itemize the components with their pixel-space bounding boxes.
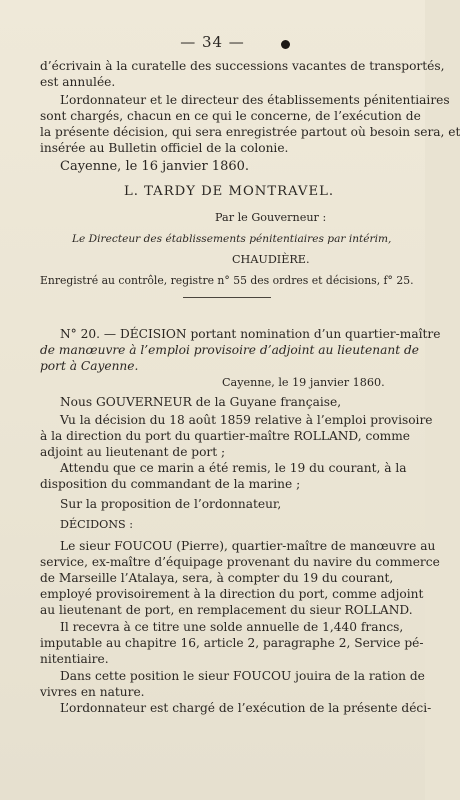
paragraph-line: insérée au Bulletin officiel de la colonie. (40, 141, 289, 155)
article-line: L’ordonnateur est chargé de l’exécution de la présente déci- (60, 701, 432, 715)
article-line: Le sieur FOUCOU (Pierre), quartier-maître de manœuvre au (60, 539, 436, 553)
signatory-name: L. TARDY DE MONTRAVEL. (123, 184, 335, 199)
article-line: service, ex-maître d’équipage provenant du navire du commerce (40, 555, 440, 569)
considerant-line: adjoint au lieutenant de port ; (40, 445, 226, 459)
considerant-line: Vu la décision du 18 août 1859 relative à l’emploi provisoire (60, 413, 433, 427)
decidons-heading: DÉCIDONS : (60, 518, 134, 531)
considerant-line: Attendu que ce marin a été remis, le 19 du courant, à la (60, 461, 407, 475)
paragraph-line: L’ordonnateur et le directeur des établissements pénitentiaires (60, 93, 450, 107)
ink-spot (281, 40, 290, 49)
paragraph-line: est annulée. (40, 75, 116, 89)
decision-title-line: port à Cayenne. (40, 359, 139, 373)
article-line: employé provisoirement à la direction du port, comme adjoint (40, 587, 424, 601)
considerant-line: à la direction du port du quartier-maître ROLLAND, comme (40, 429, 411, 443)
decision-title-line: de manœuvre à l’emploi provisoire d’adjoint au lieutenant de (40, 343, 419, 357)
governor-line: Nous GOUVERNEUR de la Guyane française, (60, 395, 342, 409)
decision-title-line: N° 20. — DÉCISION portant nomination d’un quartier-maître (60, 327, 441, 341)
interim-director-line: Le Directeur des établissements pénitentiaires par intérim, (72, 233, 392, 245)
article-line: Il recevra à ce titre une solde annuelle de 1,440 francs, (60, 620, 404, 634)
date-place: Cayenne, le 16 janvier 1860. (60, 159, 250, 174)
paragraph-line: la présente décision, qui sera enregistrée partout où besoin sera, et (40, 125, 460, 139)
registration-note: Enregistré au contrôle, registre n° 55 des ordres et décisions, f° 25. (40, 274, 414, 287)
article-line: nitentiaire. (40, 652, 109, 666)
article-line: imputable au chapitre 16, article 2, paragraphe 2, Service pé- (40, 636, 424, 650)
page-number: — 34 — (180, 33, 245, 51)
by-governor-label: Par le Gouverneur : (215, 211, 327, 224)
decision-date: Cayenne, le 19 janvier 1860. (222, 376, 385, 389)
section-divider (183, 297, 271, 298)
paragraph-line: sont chargés, chacun en ce qui le concerne, de l’exécution de (40, 109, 421, 123)
article-line: de Marseille l’Atalaya, sera, à compter du 19 du courant, (40, 571, 394, 585)
article-line: au lieutenant de port, en remplacement du sieur ROLLAND. (40, 603, 413, 617)
proposal-line: Sur la proposition de l’ordonnateur, (60, 497, 282, 511)
article-line: vivres en nature. (40, 685, 145, 699)
considerant-line: disposition du commandant de la marine ; (40, 477, 301, 491)
interim-name: CHAUDIÈRE. (232, 253, 310, 266)
article-line: Dans cette position le sieur FOUCOU jouira de la ration de (60, 669, 425, 683)
paragraph-line: d’écrivain à la curatelle des successions vacantes de transportés, (40, 59, 445, 73)
